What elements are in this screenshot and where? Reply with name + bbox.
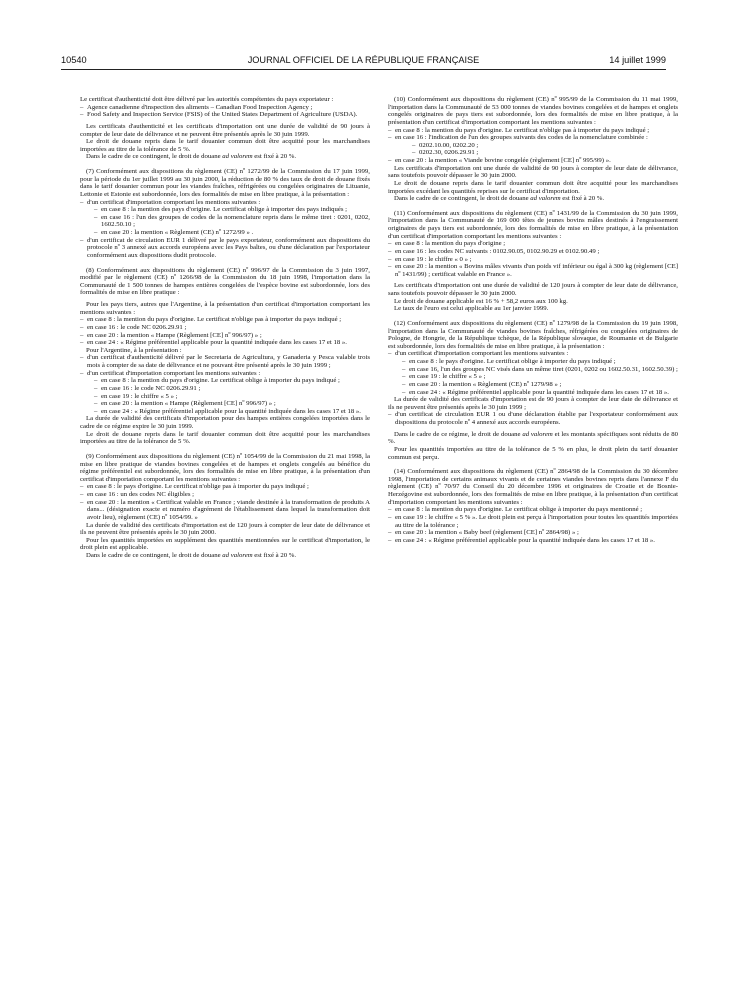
paragraph: Le droit de douane applicable est 16 % + 58,2 euros aux 100 kg. (394, 297, 568, 305)
list-item: – en case 16 : un des codes NC éligibles ; (80, 491, 370, 499)
list-item: – en case 24 : « Régime préférentiel applicable pour la quantité indiquée dans les cases 17 et 18 ». (94, 408, 370, 416)
paragraph: (9) Conformément aux dispositions du règlement (CE) nº 1054/99 de la Commission du 21 mai 1998, la mise en libre pratique de viandes bovines congelées et de hampes et onglets congelés au bénéfice du régime préférentiel est subordonnée, lors des formalités de mise en libre pratique, à la présentation d'un certificat d'importation comportant les mentions suivantes : (80, 452, 370, 483)
list-item: – en case 16 : le code NC 0206.29.91 ; (94, 385, 370, 393)
page-header (61, 55, 666, 69)
list-item: – en case 8 : la mention du pays d'origine. Le certificat oblige à importer du pays mentionné ; (388, 506, 678, 514)
list-item: – en case 19 : le chiffre « 0 » ; (388, 256, 678, 264)
paragraph: Le droit de douane repris dans le tarif douanier commun doit être acquitté pour les marchandises importées au titre de la tolérance de 5 %. (80, 138, 370, 153)
paragraph: Pour l'Argentine, à la présentation : (86, 346, 182, 354)
list-item: – en case 8 : la mention du pays d'origine ; (388, 240, 678, 248)
paragraph: (11) Conformément aux dispositions du règlement (CE) nº 1431/99 de la Commission du 30 juin 1999, l'importation dans la Communauté de 169 000 têtes de jeunes bovins mâles destinés à l'engraissement originaires de pays tiers est subordonnée, lors des formalités de mise en libre pratique, à la présentation d'un certificat d'importation comportant les mentions suivantes : (388, 209, 678, 240)
list-item: – en case 20 : la mention « Hampe (Règlement [CE] nº 996/97) » ; (94, 400, 370, 408)
paragraph: (10) Conformément aux dispositions du règlement (CE) nº 995/99 de la Commission du 11 mai 1999, l'importation dans la Communauté de 53 000 tonnes de viandes bovines congelées et de hampes et onglets congelés originaires de pays tiers est subordonnée, lors des formalités de mise en libre pratique, à la présentation d'un certificat d'importation comportant les mentions suivantes : (388, 96, 678, 126)
header-rule (61, 69, 666, 70)
paragraph: Pour les pays tiers, autres que l'Argentine, à la présentation d'un certificat d'importation comportant les mentions suivantes : (80, 301, 370, 316)
list-item: – en case 20 : la mention « Viande bovine congelée (règlement [CE] nº 995/99) ». (388, 157, 678, 165)
paragraph: Le taux de l'euro est celui applicable au 1er janvier 1999. (394, 305, 549, 313)
paragraph: Dans le cadre de ce contingent, le droit de douane ad valorem est fixé à 20 %. (86, 552, 297, 559)
list-item: – en case 16 : le code NC 0206.29.91 ; (80, 324, 370, 332)
list-item: – en case 20 : la mention « Bovins mâles vivants d'un poids vif inférieur ou égal à 300 kg (règlement [CE] nº 1431/99) ; certificat valable en France ». (388, 263, 678, 278)
list-item: – en case 20 : la mention « Baby beef (règlement [CE] nº 2864/98) » ; (388, 529, 678, 537)
list-item: – en case 16 : l'indication de l'un des groupes suivants des codes de la nomenclature combinée : (388, 134, 678, 142)
paragraph: La durée de validité des certificats d'importation pour des hampes entières congelées importées dans le cadre de ce régime expire le 30 juin 1999. (80, 415, 370, 430)
paragraph: La durée de validité des certificats d'importation est de 120 jours à compter de leur date de délivrance et ils ne peuvent être présentés après le 30 juin 2000. (80, 521, 370, 537)
paragraph: Le certificat d'authenticité doit être délivré par les autorités compétentes du pays exportateur : (80, 96, 334, 103)
list-item: – 0202.30, 0206.29.91 ; (412, 149, 678, 157)
list-item: – en case 24 : « Régime préférentiel applicable pour la quantité indiquée dans les cases 17 et 18 ». (402, 389, 678, 397)
list-item: – en case 20 : la mention « Hampe (Règlement [CE] nº 996/97) » ; (80, 332, 370, 340)
list-item: – en case 8 : le pays d'origine. Le certificat oblige à importer du pays indiqué ; (402, 358, 678, 366)
list-item: – en case 20 : la mention « Règlement (CE) nº 1279/98 » ; (402, 381, 678, 389)
list-item: – en case 20 : la mention « Certificat valable en France ; viande destinée à la transformation de produits A dans... (désignation exacte et numéro d'agrément de l'établissement dans lequel la transformation doit avoir lieu), règlement (CE) nº 1054/99. » (80, 499, 370, 522)
list-item: – en case 8 : la mention du pays d'origine. Le certificat n'oblige pas à importer du pays indiqué ; (80, 316, 370, 324)
paragraph: Pour les quantités importées en supplément des quantités mentionnées sur le certificat d'importation, le droit plein est applicable. (80, 536, 370, 552)
list-item: – en case 16, l'un des groupes NC visés dans un même tiret (0201, 0202 ou 1602.50.31, 1602.50.39) ; (402, 366, 678, 374)
list-item: – Agence canadienne d'inspection des aliments – Canadian Food Inspection Agency ; (80, 104, 370, 112)
list-item: – 0202.10.00, 0202.20 ; (412, 142, 678, 150)
list-item: – Food Safety and Inspection Service (FSIS) of the United States Department of Agriculture (USDA). (80, 111, 370, 119)
list-item: – en case 8 : le pays d'origine. Le certificat n'oblige pas à importer du pays indiqué ; (80, 483, 370, 491)
right-column (388, 96, 678, 544)
paragraph: Dans le cadre de ce contingent, le droit de douane ad valorem est fixé à 20 %. (86, 153, 297, 161)
journal-title: JOURNAL OFFICIEL DE LA RÉPUBLIQUE FRANÇAISE (247, 55, 480, 65)
list-item: – en case 16 : l'un des groupes de codes de la nomenclature repris dans le même tiret : 0201, 0202, 1602.50.10 ; (94, 214, 370, 229)
list-item: – d'un certificat de circulation EUR 1 ou d'une déclaration établie par l'exportateur conformément aux dispositions du protocole nº 4 annexé aux accords européens. (388, 411, 678, 426)
list-item: – en case 20 : la mention « Règlement (CE) nº 1272/99 » . (94, 229, 370, 237)
list-item: – d'un certificat d'authenticité délivré par le Secretaria de Agricultura, y Ganaderia y Pesca valable trois mois à compter de sa date de délivrance et ne pouvant être présenté après le 30 juin 1999 ; (80, 354, 370, 369)
paragraph: Les certificats d'importation ont une durée de validité de 120 jours à compter de leur date de délivrance, sans toutefois pouvoir dépasser le 30 juin 2000. (388, 282, 678, 297)
paragraph: Dans le cadre de ce régime, le droit de douane ad valorem et les montants spécifiques sont réduits de 80 %. (388, 430, 678, 446)
paragraph: Le droit de douane repris dans le tarif douanier commun doit être acquitté pour les marchandises importées au titre de la tolérance de 5 %. (80, 430, 370, 446)
paragraph: Les certificats d'importation ont une durée de validité de 90 jours à compter de leur date de délivrance, sans toutefois pouvoir dépasser le 30 juin 2000. (388, 164, 678, 180)
paragraph: La durée de validité des certificats d'importation est de 90 jours à compter de leur date de délivrance et ils ne peuvent être présentés après le 30 juin 1999 ; (388, 396, 678, 411)
paragraph: (7) Conformément aux dispositions du règlement (CE) nº 1272/99 de la Commission du 17 juin 1999, pour la période du 1er juillet 1999 au 30 juin 2000, la réduction de 80 % des taux de droit de douane fixés dans le tarif douanier commun pour les viandes fraîches, réfrigérées ou congelées originaires de Lituanie, Lettonie et Estonie est subordonnée, lors des formalités de mise en libre pratique, à la présentation : (80, 168, 370, 198)
list-item: – en case 19 : le chiffre « 5 » ; (402, 373, 678, 381)
page-number: 10540 (61, 55, 87, 65)
paragraph: Pour les quantités importées au titre de la tolérance de 5 % en plus, le droit plein du tarif douanier commun est perçu. (388, 445, 678, 461)
list-item: – en case 19 : le chiffre « 5 % ». Le droit plein est perçu à l'importation pour toutes les quantités importées au titre de la tolérance ; (388, 514, 678, 529)
paragraph: (12) Conformément aux dispositions du règlement (CE) nº 1279/98 de la Commission du 19 juin 1998, l'importation dans la Communauté de viandes bovines fraîches, réfrigérées ou congelées originaires de Pologne, de Hongrie, de la République tchèque, de la République slovaque, de Roumanie et de Bulgarie est subordonnée, lors des formalités de mise en libre pratique, à la présentation : (388, 319, 678, 350)
list-item: – en case 16 : les codes NC suivants : 0102.90.05, 0102.90.29 et 0102.90.49 ; (388, 248, 678, 256)
list-item: – d'un certificat d'importation comportant les mentions suivantes : (80, 370, 370, 378)
paragraph: Les certificats d'authenticité et les certificats d'importation ont une durée de validité de 90 jours à compter de leur date de délivrance et ne peuvent être présentés après le 30 juin 1999. (80, 122, 370, 138)
list-item: – d'un certificat d'importation comportant les mentions suivantes : (388, 350, 678, 358)
paragraph: (14) Conformément aux dispositions du règlement (CE) nº 2864/98 de la Commission du 30 décembre 1998, l'importation de certains animaux vivants et de certaines viandes bovines repris dans l'annexe F du règlement (CE) nº 70/97 du Conseil du 20 décembre 1996 et originaires de Croatie et de Bosnie-Herzégovine est subordonnée, lors des formalités de mise en libre pratique, à la présentation d'un certificat d'importation comportant les mentions suivantes : (388, 468, 678, 506)
left-column (80, 96, 370, 560)
list-item: – en case 24 : « Régime préférentiel applicable pour la quantité indiquée dans les cases 17 et 18 ». (388, 537, 678, 545)
list-item: – en case 8 : la mention des pays d'origine. Le certificat oblige à importer des pays indiqués ; (94, 206, 370, 214)
list-item: – d'un certificat d'importation comportant les mentions suivantes : (80, 199, 370, 207)
paragraph: (8) Conformément aux dispositions du règlement (CE) nº 996/97 de la Commission du 3 juin 1997, modifié par le règlement (CE) nº 1266/98 de la Commission du 18 juin 1998, l'importation dans la Communauté de 1 500 tonnes de hampes entières congelées de l'espèce bovine est subordonnée, lors des formalités de mise en libre pratique : (80, 266, 370, 297)
paragraph: Le droit de douane repris dans le tarif douanier commun doit être acquitté pour les marchandises importées excédant les quantités reprises sur le certificat d'importation. (388, 179, 678, 195)
list-item: – en case 24 : « Régime préférentiel applicable pour la quantité indiquée dans les cases 17 et 18 ». (80, 339, 370, 347)
paragraph: Dans le cadre de ce contingent, le droit de douane ad valorem est fixé à 20 %. (394, 195, 605, 203)
issue-date: 14 juillet 1999 (609, 55, 666, 65)
list-item: – en case 8 : la mention du pays d'origine. Le certificat oblige à importer du pays indiqué ; (94, 377, 370, 385)
list-item: – en case 19 : le chiffre « 5 » ; (94, 393, 370, 401)
list-item: – en case 8 : la mention du pays d'origine. Le certificat n'oblige pas à importer du pays indiqué ; (388, 127, 678, 135)
list-item: – d'un certificat de circulation EUR 1 délivré par le pays exportateur, conformément aux dispositions du protocole nº 3 annexé aux accords européens avec les Pays baltes, ou d'une déclaration par l'exportateur conformément aux dispositions dudit protocole. (80, 237, 370, 260)
